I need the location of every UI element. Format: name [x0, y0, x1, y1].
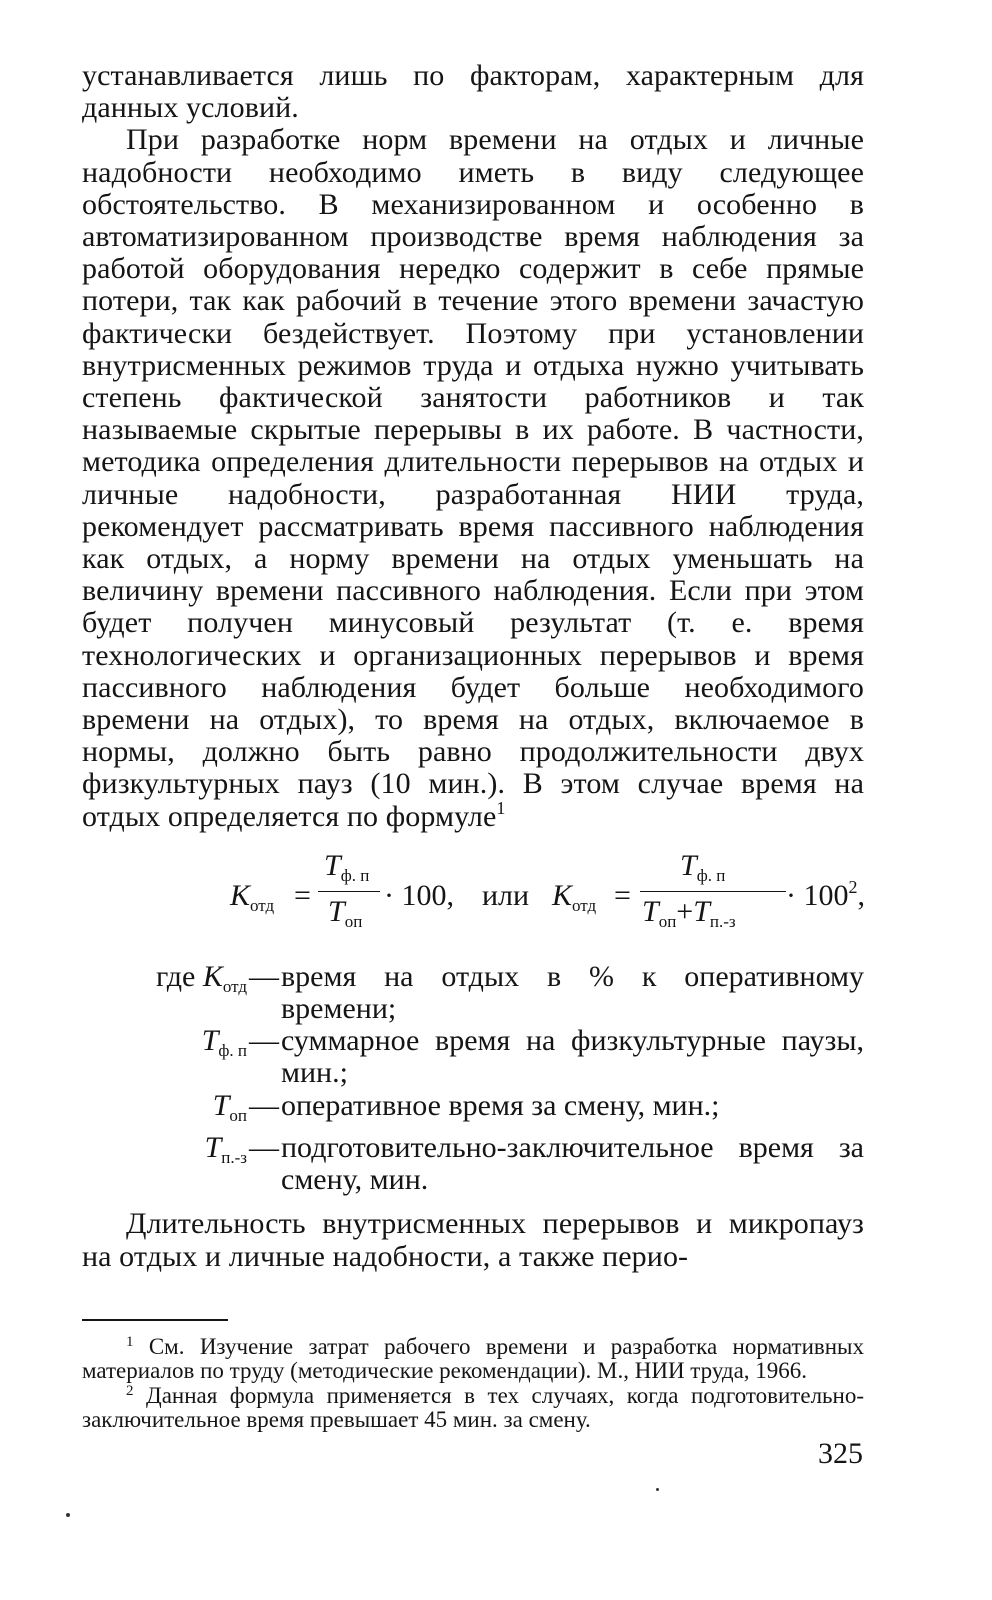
footnote-1: [82, 1335, 864, 1384]
definition-term: [82, 1025, 247, 1067]
formula-equals-b: =: [614, 878, 631, 912]
definition-text: оперативное время за смену, мин.;: [281, 1088, 720, 1122]
formula-numerator-b: [680, 849, 725, 886]
formula-t-letter-num-a: T: [324, 848, 341, 882]
formula-top-sub-b: оп: [658, 911, 677, 931]
formula-mult-100-b-text: · 100: [786, 878, 849, 912]
footnote-2: [82, 1384, 864, 1433]
footnote-1-mark: 1: [126, 1333, 134, 1350]
definitions-list: [82, 961, 864, 1196]
formula-numerator-a: [324, 849, 369, 886]
formula-top-sub-a: оп: [344, 911, 363, 931]
formula-tfp-sub-b: ф. п: [696, 865, 726, 885]
formula-t-letter-num-b: T: [680, 848, 697, 882]
footnote-2-text: Данная формула применяется в тех случаях, когда подготовительно-заключительное время превышает 45 мин. за смену.: [82, 1382, 864, 1433]
footnote-ref-2: 2: [848, 876, 858, 897]
formula-k-sub-b: отд: [572, 895, 597, 915]
footnote-divider: [82, 1319, 228, 1321]
formula-equals-a: =: [294, 878, 311, 912]
formula-t-letter-den-b2: T: [693, 894, 710, 928]
definition-row: [82, 1090, 864, 1132]
formula-k-symbol-b: [552, 879, 596, 916]
formula-plus: +: [676, 894, 694, 928]
definition-row: [82, 1025, 864, 1089]
definition-term: [82, 961, 247, 1003]
definition-dash: —: [249, 1088, 279, 1122]
formula-mult-100-a: · 100,: [384, 878, 454, 912]
fraction-bar-a: [318, 891, 380, 893]
paragraph-continuation: устанавливается лишь по факторам, характерным для данных условий.: [82, 59, 864, 125]
formula-or-word: или: [482, 878, 530, 912]
definition-sub: оп: [229, 1105, 247, 1125]
scan-speck: [656, 1488, 659, 1491]
formula-denominator-a: [328, 895, 362, 932]
definition-lead-word: где: [155, 959, 196, 993]
definition-text: подготовительно-заключительное время за смену, мин.: [281, 1130, 864, 1197]
paragraph-duration: Длительность внутрисменных перерывов и микропауз на отдых и личные надобности, а также перио-: [82, 1207, 864, 1273]
definition-dash: —: [249, 959, 279, 993]
formula-tpz-sub-b: п.-з: [709, 911, 736, 931]
page-body: [82, 60, 864, 1433]
paragraph-rest-norms-text: При разработке норм времени на отдых и личные надобности необходимо иметь в виду следующее обстоятельство. В механизированном и особенно в автоматизированном производстве время наблюдения за работой оборудования нередко содержит в себе прямые потери, так как рабочий в течение этого времени зачастую фактически бездействует. Поэтому при установлении внутрисменных режимов труда и отдыха нужно учитывать степень фактической занятости работников и так называемые скрытые перерывы в их работе. В частности, методика определения длительности перерывов на отдых и личные надобности, разработанная НИИ труда, рекомендует рассматривать время пассивного наблюдения как отдых, а норму времени на отдых уменьшать на величину времени пассивного наблюдения. Если при этом будет получен минусовый результат (т. е. время технологических и организационных перерывов и время пассивного наблюдения будет больше необходимого времени на отдых), то время на отдых, включаемое в нормы, должно быть равно продолжительности двух физкультурных пауз (10 мин.). В этом случае время на отдых определяется по формуле: [82, 123, 864, 833]
definition-sub: п.-з: [221, 1147, 247, 1167]
formula-block: [82, 845, 864, 957]
formula-tfp-sub-a: ф. п: [340, 865, 370, 885]
definition-row: [82, 961, 864, 1025]
formula-k-sub-a: отд: [250, 895, 275, 915]
definition-term: [82, 1132, 247, 1174]
formula-t-letter-den-b1: T: [642, 894, 659, 928]
fraction-bar-b: [640, 891, 786, 893]
formula-mult-100-b: [786, 876, 865, 913]
footnote-2-mark: 2: [126, 1382, 134, 1399]
footnote-ref-1: 1: [496, 797, 506, 818]
definition-sub: ф. п: [218, 1041, 247, 1061]
definition-symbol: T: [212, 1088, 230, 1122]
definition-dash: —: [249, 1130, 279, 1164]
definition-symbol: T: [201, 1024, 219, 1058]
definition-text: суммарное время на физкультурные паузы, мин.;: [281, 1024, 864, 1090]
formula-denominator-b: [642, 895, 736, 932]
definition-sub: отд: [222, 976, 247, 996]
definition-symbol: K: [202, 959, 223, 993]
definition-dash: —: [249, 1024, 279, 1058]
footnote-1-text: См. Изучение затрат рабочего времени и разработка нормативных материалов по труду (методические рекомендации). М., НИИ труда, 1966.: [82, 1333, 864, 1384]
definition-term: [82, 1090, 247, 1132]
page-number: 325: [818, 1437, 863, 1470]
definition-row: [82, 1132, 864, 1196]
formula-trailing-comma: ,: [857, 878, 865, 912]
scan-speck: [66, 1513, 70, 1517]
formula-k-letter-b: K: [552, 878, 573, 912]
paragraph-rest-norms: [82, 124, 864, 832]
formula-k-symbol-a: [230, 879, 274, 916]
formula-t-letter-den-a: T: [328, 894, 345, 928]
definition-symbol: T: [204, 1130, 222, 1164]
formula-k-letter-a: K: [230, 878, 251, 912]
definition-text: время на отдых в % к оперативному времени;: [281, 959, 864, 1026]
